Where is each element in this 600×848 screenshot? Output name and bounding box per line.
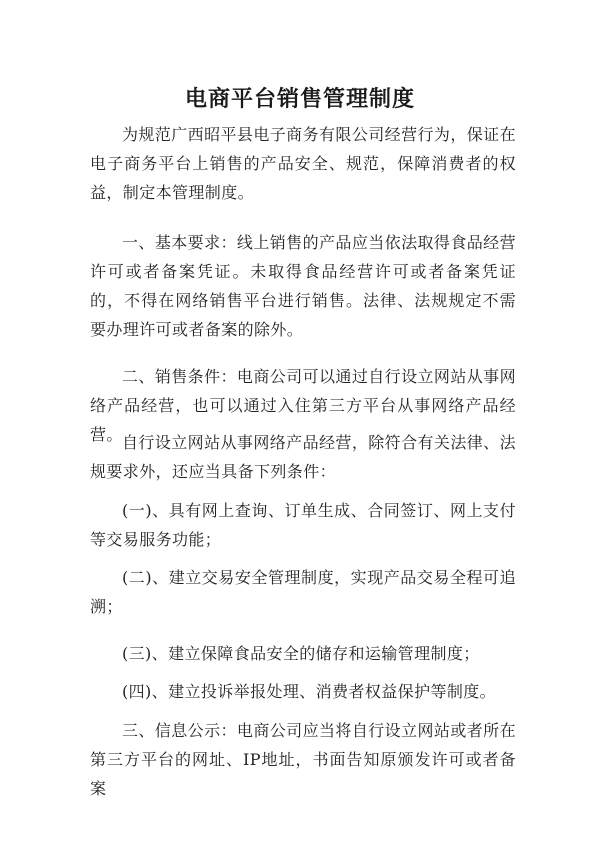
paragraph-intro: 为规范广西昭平县电子商务有限公司经营行为，保证在电子商务平台上销售的产品安全、规范，保障消费者的权益，制定本管理制度。	[90, 125, 516, 202]
list-item-2: (二)、建立交易安全管理制度，实现产品交易全程可追溯；	[90, 568, 516, 616]
list-item-1: (一)、具有网上查询、订单生成、合同签订、网上支付等交易服务功能；	[90, 501, 516, 549]
list-item-4: (四)、建立投诉举报处理、消费者权益保护等制度。	[122, 682, 497, 701]
paragraph-basic-requirements: 一、基本要求：线上销售的产品应当依法取得食品经营许可或者备案凭证。未取得食品经营许可或者备案凭证的，不得在网络销售平台进行销售。法律、法规规定不需要办理许可或者备案的除外。	[90, 233, 516, 339]
paragraph-self-website: 自行设立网站从事网络产品经营，除符合有关法律、法规要求外，还应当具备下列条件：	[90, 433, 516, 481]
paragraph-info-disclosure: 三、信息公示：电商公司应当将自行设立网站或者所在第三方平台的网址、IP地址，书面告知原颁发许可或者备案	[90, 721, 516, 798]
document-title: 电商平台销售管理制度	[184, 87, 415, 112]
paragraph-sales-conditions: 二、销售条件：电商公司可以通过自行设立网站从事网络产品经营，也可以通过入住第三方平台从事网络产品经营。	[90, 367, 516, 444]
list-item-3: (三)、建立保障食品安全的储存和运输管理制度；	[122, 644, 480, 663]
